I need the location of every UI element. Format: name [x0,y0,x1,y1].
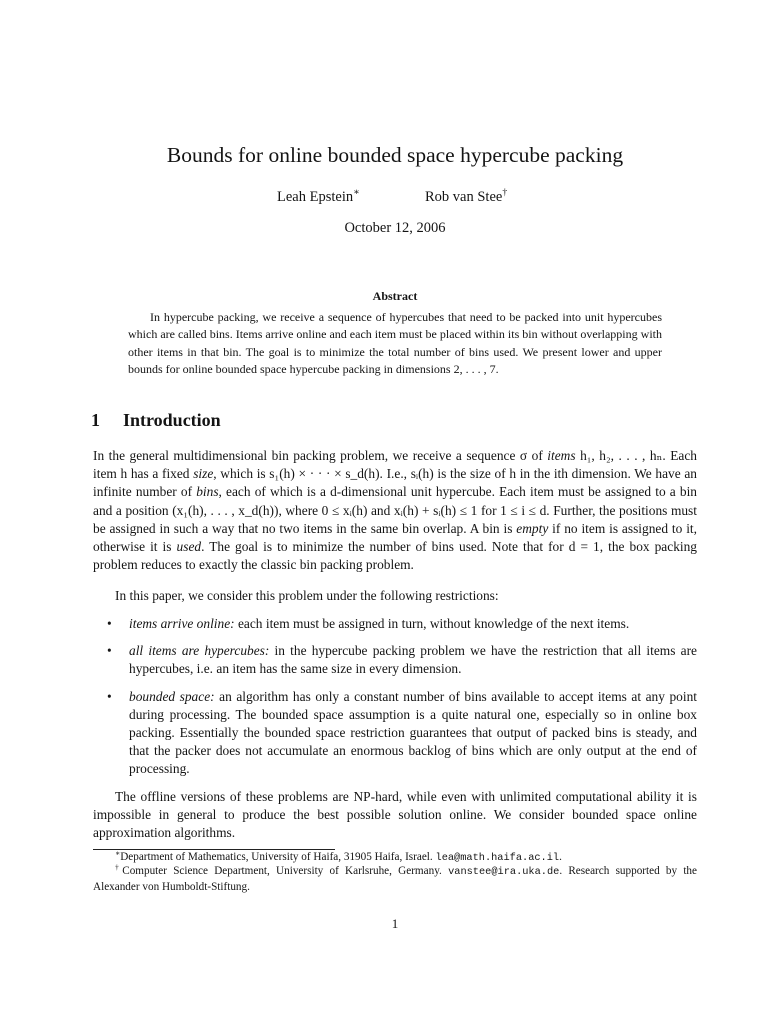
list-item [105,688,697,779]
intro-paragraph-2: In this paper, we consider this problem under the following restrictions: [115,588,499,603]
bullet-term: items arrive online: [129,616,235,631]
footnote-text: Department of Mathematics, University of Haifa, 31905 Haifa, Israel. [120,851,436,863]
text-run: h₁, h₂, . . . , hₙ. Each item h has a fixed [93,448,697,482]
author-2 [425,189,507,206]
bullet-icon: • [107,643,112,659]
footnote-email: lea@math.haifa.ac.il [435,852,560,864]
list-item [105,615,697,633]
list-item [105,642,697,678]
term-size: size [193,466,214,482]
footnote-email: vanstee@ira.uka.de [448,866,560,878]
author-footnote-mark: ∗ [353,187,360,199]
intro-paragraph-1 [93,447,697,574]
author-1 [277,189,360,206]
text-run: if no item is assigned to it, otherwise it is [93,520,697,555]
term-empty: empty [516,520,549,536]
term-items: items [547,448,576,463]
paper-date: October 12, 2006 [344,220,446,236]
bullet-text: in the hypercube packing problem we have the restriction that all items are hypercubes, i.e. an item has the same size in every dimension. [129,643,697,677]
section-number: 1 [91,410,100,430]
bullet-term: all items are hypercubes: [129,643,270,659]
text-run: . The goal is to minimize the number of bins used. Note that for d = 1, the box packing problem reduces to exactly the classic bin packing problem. [93,539,698,573]
bullet-text: each item must be assigned in turn, without knowledge of the next items. [234,616,630,631]
footnote-mark: † [115,862,123,872]
footnote-2 [93,864,697,894]
footnote-text: . Research supported by the Alexander von Humboldt-Stiftung. [93,865,697,893]
paper-title: Bounds for online bounded space hypercube packing [166,143,624,167]
text-run: , each of which is a d-dimensional unit hypercube. Each item must be assigned to a bin and a position (x₁(h), . . . , x_d(h)), where 0 ≤ xᵢ(h) and xᵢ(h) + sᵢ(h) ≤ 1 for 1 ≤ i ≤ d. Further, the positions must be assigned in such a way that no two items in the same bin overlap. A bin is [93,484,697,536]
bullet-text: an algorithm has only a constant number of bins available to accept items at any point during processing. The bounded space assumption is a quite natural one, especially so in online box packing. Essentially the bounded space restriction guarantees that output of packed bins is steady, and that the packer does not accumulate an enormous backlog of bins which are only output at the end of processing. [129,688,697,777]
text-run: In the general multidimensional bin packing problem, we receive a sequence σ of [93,448,548,463]
intro-paragraph-3: The offline versions of these problems are NP-hard, while even with unlimited computational ability it is impossible in general to produce the best possible solution online. We consider bounded space online approximation algorithms. [93,789,697,841]
section-heading [91,410,221,431]
author-name: Leah Epstein [277,189,354,205]
footnote-mark: ∗ [115,848,121,858]
footnote-text: . [559,851,562,863]
term-used: used [176,539,202,555]
restrictions-list [105,615,697,788]
text-run: , which is s₁(h) × · · · × s_d(h). I.e., sᵢ(h) is the size of h in the ith dimension. We have an infinite number of [93,466,697,500]
section-title: Introduction [123,410,221,430]
abstract-heading: Abstract [372,289,418,303]
bullet-icon: • [107,688,112,704]
bullet-term: bounded space: [129,688,215,704]
author-footnote-mark: † [502,187,508,199]
bullet-icon: • [107,616,112,631]
term-bins: bins [196,484,219,500]
page-number: 1 [391,916,399,931]
author-name: Rob van Stee [425,189,503,205]
footnote-text: Computer Science Department, University of Karlsruhe, Germany. [122,865,449,877]
abstract-text: In hypercube packing, we receive a sequence of hypercubes that need to be packed into unit hypercubes which are called bins. Items arrive online and each item must be placed within its bin without overlapping with other items in that bin. The goal is to minimize the total number of bins used. We present lower and upper bounds for online bounded space hypercube packing in dimensions 2, . . . , 7. [128,310,662,376]
